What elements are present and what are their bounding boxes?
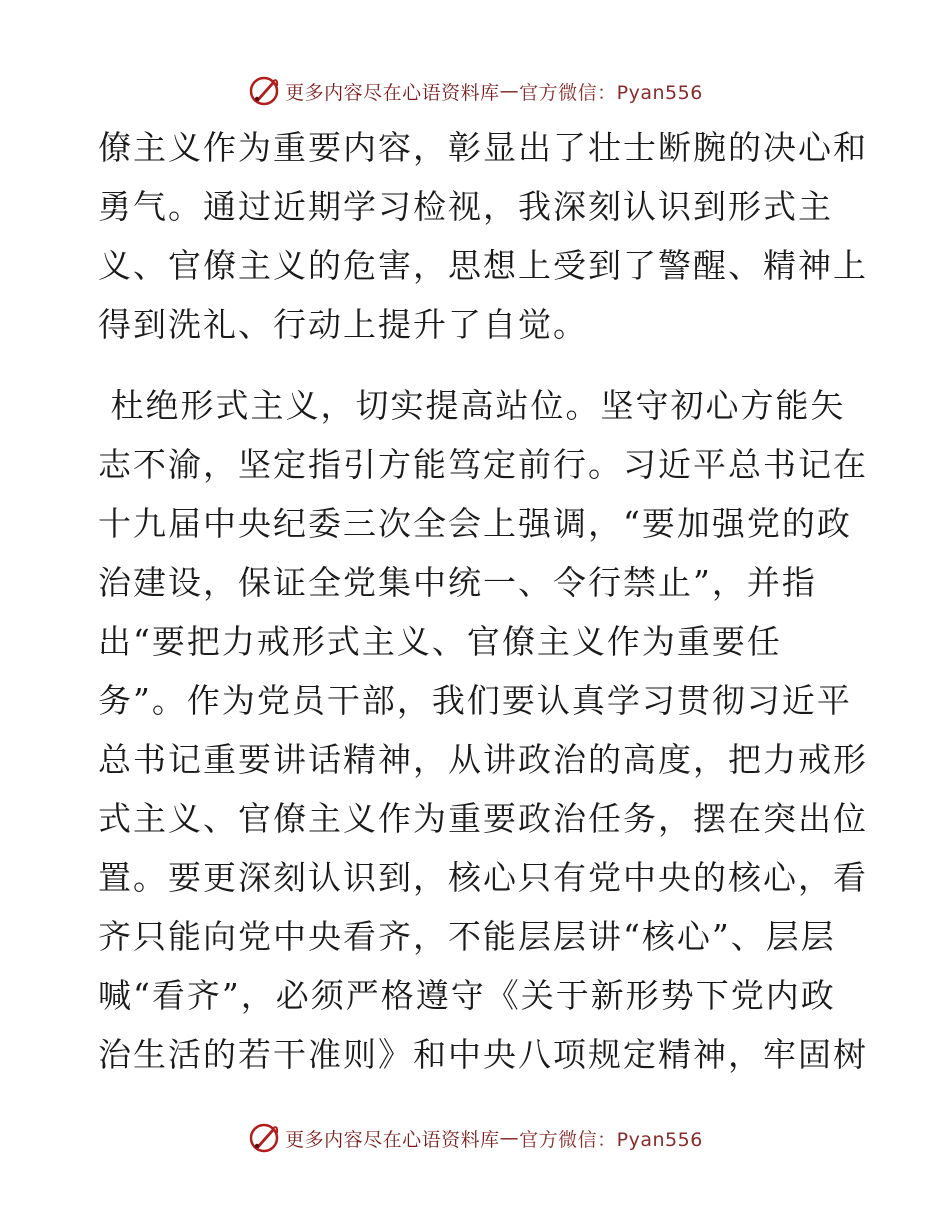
footer-banner [0, 1118, 950, 1158]
header-separator: — [499, 80, 520, 102]
quill-logo-icon [247, 74, 281, 108]
text-line: 杜绝形式主义，切实提高站位。坚守初心方能矢 [98, 386, 846, 425]
header-banner [0, 71, 950, 111]
text-line: 十九届中央纪委三次全会上强调，“要加强党的政 [98, 504, 852, 543]
text-line: 出“要把力戒形式主义、官僚主义作为重要任 [98, 622, 782, 661]
paragraph-1 [98, 118, 868, 354]
document-body [98, 118, 868, 1084]
header-wechat-id: 官方微信：Pyan556 [519, 81, 703, 104]
text-line: 勇气。通过近期学习检视，我深刻认识到形式主 [98, 187, 833, 226]
paragraph-2 [98, 376, 868, 1084]
text-line: 总书记重要讲话精神，从讲政治的高度，把力戒形 [98, 740, 868, 779]
paragraph-gap [98, 354, 858, 376]
footer-promo-text: 更多内容尽在心语资料库 [285, 1128, 500, 1151]
footer-separator: — [499, 1127, 520, 1149]
text-line: 喊“看齐”，必须严格遵守《关于新形势下党内政 [98, 976, 836, 1015]
text-line: 式主义、官僚主义作为重要政治任务，摆在突出位 [98, 799, 868, 838]
text-line: 务”。作为党员干部，我们要认真学习贯彻习近平 [98, 681, 852, 720]
text-line: 义、官僚主义的危害，思想上受到了警醒、精神上 [98, 246, 868, 285]
text-line: 治生活的若干准则》和中央八项规定精神，牢固树 [98, 1035, 868, 1074]
header-promo-text: 更多内容尽在心语资料库 [285, 81, 500, 104]
quill-logo-icon [247, 1121, 281, 1155]
text-line: 置。要更深刻认识到，核心只有党中央的核心，看 [98, 858, 868, 897]
text-line: 齐只能向党中央看齐，不能层层讲“核心”、层层 [98, 917, 836, 956]
text-line: 志不渝，坚定指引方能笃定前行。习近平总书记在 [98, 445, 868, 484]
text-line: 治建设，保证全党集中统一、令行禁止”，并指 [98, 563, 817, 602]
text-line: 僚主义作为重要内容，彰显出了壮士断腕的决心和 [98, 128, 868, 167]
footer-wechat-id: 官方微信：Pyan556 [519, 1128, 703, 1151]
text-line: 得到洗礼、行动上提升了自觉。 [98, 305, 588, 344]
